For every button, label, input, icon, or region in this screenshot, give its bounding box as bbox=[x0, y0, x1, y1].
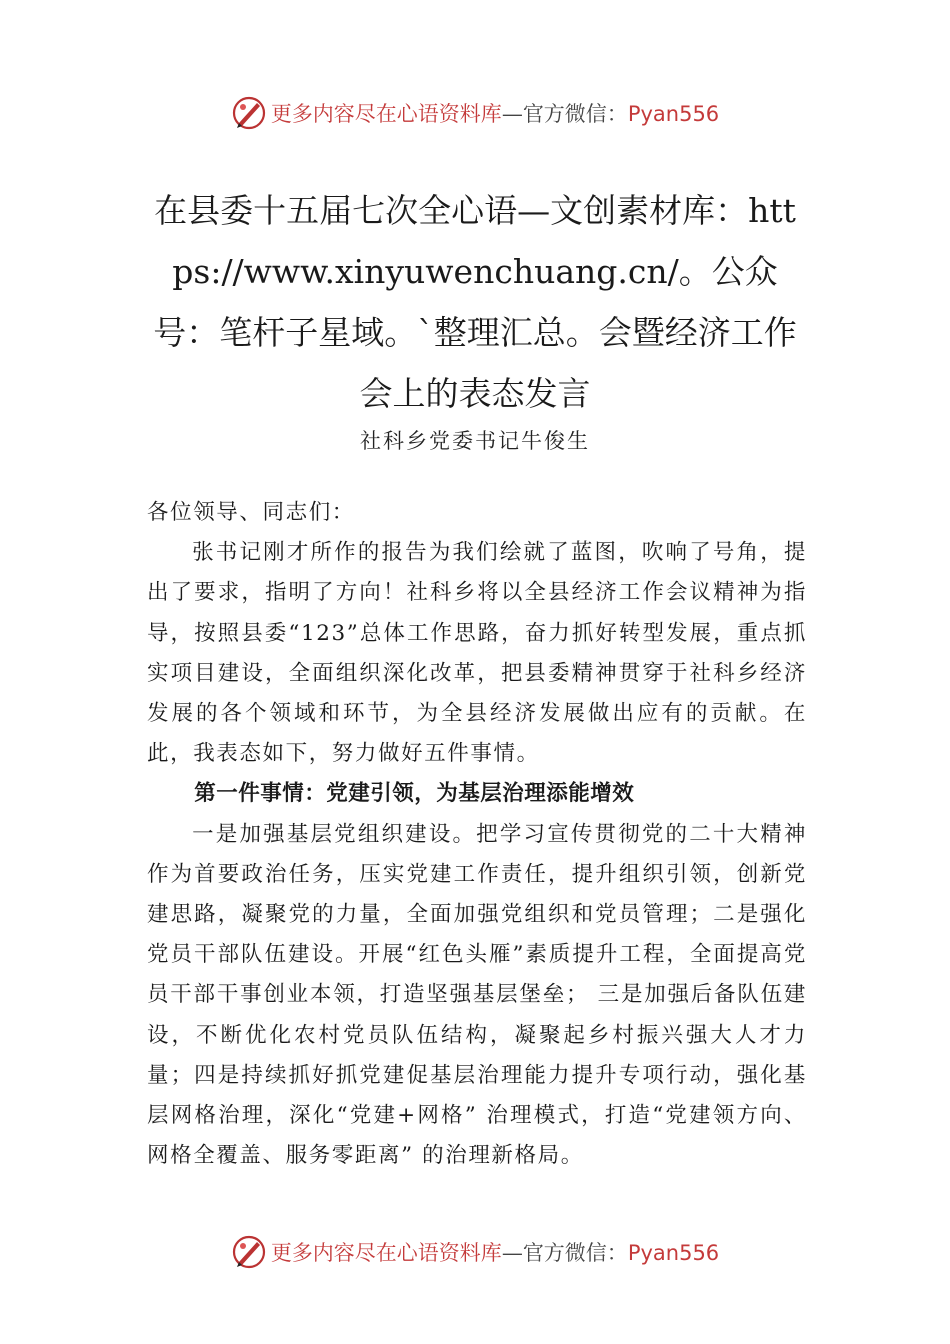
document-title: 在县委十五届七次全心语—文创素材库：https://www.xinyuwenchuang.cn/。公众号：笔杆子星域。`整理汇总。会暨经济工作会上的表态发言 bbox=[153, 191, 797, 413]
banner-brand: 更多内容尽在心语资料库 bbox=[270, 1241, 502, 1265]
banner-wechat-label: 官方微信： bbox=[522, 1241, 628, 1265]
pen-logo-icon bbox=[231, 95, 267, 131]
banner-wechat-id: Pyan556 bbox=[627, 1241, 720, 1265]
salutation: 各位领导、同志们： bbox=[147, 500, 355, 525]
document-body bbox=[147, 493, 807, 1176]
document-subtitle: 社科乡党委书记牛俊生 bbox=[360, 429, 590, 453]
pen-logo-icon bbox=[231, 1234, 267, 1270]
banner-wechat-label: 官方微信： bbox=[522, 102, 628, 126]
banner-text bbox=[271, 98, 719, 128]
intro-paragraph: 张书记刚才所作的报告为我们绘就了蓝图，吹响了号角，提出了要求，指明了方向！社科乡将以全县经济工作会议精神为指导，按照县委“123”总体工作思路，奋力抓好转型发展，重点抓实项目建设，全面组织深化改革，把县委精神贯穿于社科乡经济发展的各个领域和环节，为全县经济发展做出应有的贡献。在此，我表态如下，努力做好五件事情。 bbox=[147, 540, 807, 767]
banner-text bbox=[271, 1237, 719, 1267]
banner-separator: — bbox=[501, 1241, 523, 1265]
footer-banner bbox=[0, 1232, 950, 1272]
section-paragraph: 一是加强基层党组织建设。把学习宣传贯彻党的二十大精神作为首要政治任务，压实党建工作责任，提升组织引领，创新党建思路，凝聚党的力量，全面加强党组织和党员管理；二是强化党员干部队伍建设。开展“红色头雁”素质提升工程，全面提高党员干部干事创业本领，打造坚强基层堡垒； 三是加强后备队伍建设，不断优化农村党员队伍结构，凝聚起乡村振兴强大人才力量；四是持续抓好抓党建促基层治理能力提升专项行动，强化基层网格治理，深化“党建+网格” 治理模式，打造“党建领方向、网格全覆盖、服务零距离” 的治理新格局。 bbox=[147, 821, 807, 1169]
banner-separator: — bbox=[501, 102, 523, 126]
banner-brand: 更多内容尽在心语资料库 bbox=[270, 102, 502, 126]
banner-wechat-id: Pyan556 bbox=[627, 102, 720, 126]
section-heading: 第一件事情：党建引领，为基层治理添能增效 bbox=[194, 781, 635, 807]
header-banner bbox=[0, 93, 950, 133]
